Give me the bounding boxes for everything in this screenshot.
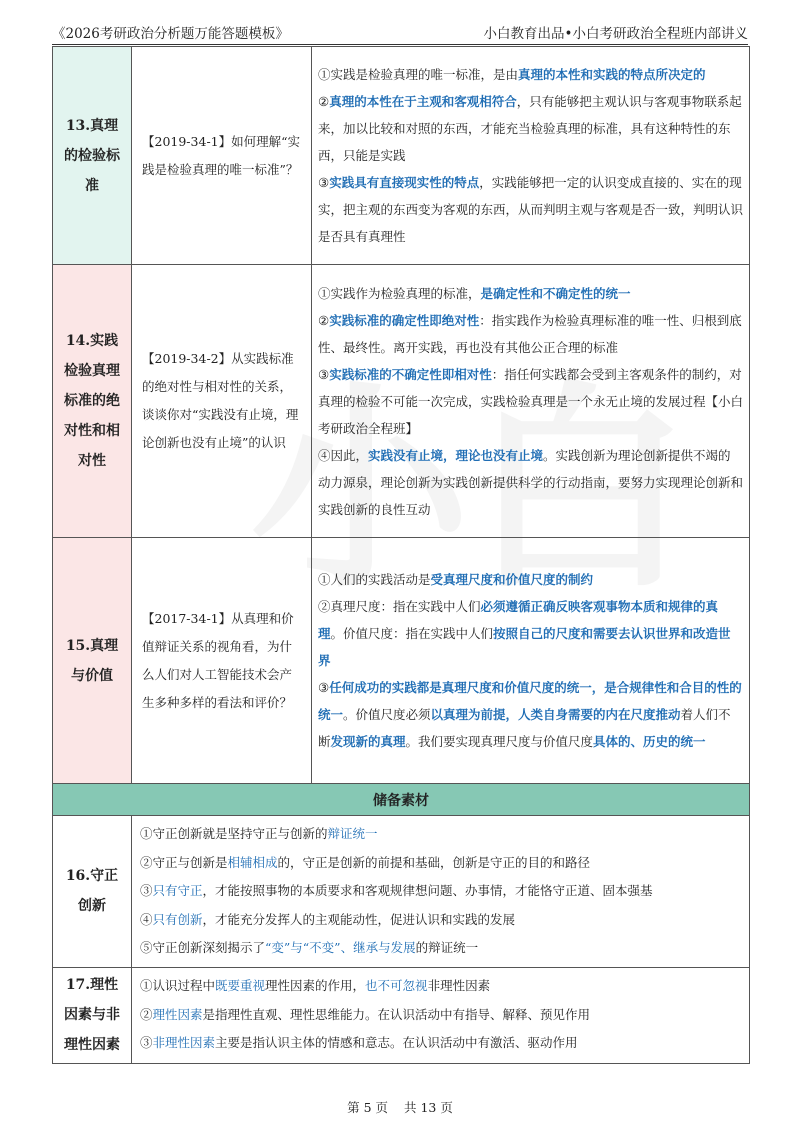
answer-point: [318, 169, 743, 250]
text: 。我们要实现真理尺度与价值尺度: [405, 734, 594, 749]
text: 着人们不断: [318, 707, 731, 749]
material-point: [140, 1001, 741, 1030]
text: ，才能按照事物的本质要求和客观规律想问题、办事情，才能恪守正道、固本强基: [202, 883, 653, 898]
text: ④因此，: [318, 447, 369, 463]
key-phrase: 只有创新: [152, 911, 203, 927]
answer-cell: [312, 47, 750, 265]
text: ②: [140, 1006, 153, 1022]
table-row: [53, 967, 750, 1063]
answer-cell: [312, 265, 750, 538]
material-point: [140, 877, 741, 906]
material-point: [140, 906, 741, 935]
text: ：指实践作为检验真理标准的唯一性、归根到底性、最终性。离开实践，再也没有其他公正合理的标准: [318, 312, 742, 355]
key-phrase: 真理的本性和实践的特点所决定的: [518, 67, 706, 82]
table-row: [53, 265, 750, 538]
question-text: 【2019-34-1】如何理解“实践是检验真理的唯一标准”？: [142, 133, 301, 177]
text: ③: [318, 680, 330, 695]
answer-point: [318, 442, 743, 523]
page-unit: 页: [375, 1100, 389, 1115]
topic-label: 16.守正创新: [65, 868, 119, 915]
key-phrase: 既要重视: [215, 978, 266, 994]
text: ，只有能够把主观认识与客观事物联系起来，加以比较和对照的东西，才能充当检验真理的标准，具有这种特性的东西，只能是实践: [318, 94, 742, 163]
text: ：指任何实践都会受到主客观条件的制约，对真理的检验不可能一次完成，实践检验真理是一个永无止境的发展过程【小白考研政治全程班】: [318, 366, 744, 436]
topic-cell: [53, 538, 132, 784]
material-point: [140, 820, 741, 849]
question-text: 【2019-34-2】从实践标准的绝对性与相对性的关系，谈谈你对“实践没有止境，理论创新也没有止境”的认识: [142, 351, 299, 450]
answer-cell: [312, 538, 750, 784]
text: 是指理性直观、理性思维能力。在认识活动中有指导、解释、预见作用: [202, 1006, 591, 1022]
text: ②: [318, 312, 330, 328]
text: ④: [140, 911, 153, 927]
content-table: [52, 46, 750, 1064]
key-phrase: 受真理尺度和价值尺度的制约: [430, 572, 594, 587]
text: ②: [318, 94, 330, 109]
topic-cell: [53, 967, 132, 1063]
key-phrase: 以真理为前提，人类自身需要的内在尺度推动: [430, 707, 681, 722]
key-phrase: 实践标准的确定性即绝对性: [329, 312, 480, 328]
topic-cell: [53, 47, 132, 265]
document-title: 《2026考研政治分析题万能答题模板》: [52, 26, 289, 42]
total-pages: 13: [420, 1100, 437, 1115]
text: ②守正与创新是: [140, 854, 228, 870]
material-cell: [132, 816, 750, 968]
text: ①守正创新就是坚持守正与创新的: [140, 826, 328, 841]
section-row: [53, 784, 750, 816]
answer-point: [318, 361, 743, 442]
table-row: [53, 47, 750, 265]
key-phrase: 实践标准的不确定性即相对性: [329, 366, 492, 382]
answer-point: [318, 307, 743, 361]
text: ③: [140, 1035, 153, 1051]
question-cell: [132, 265, 312, 538]
text: ③: [140, 883, 153, 898]
table-row: [53, 816, 750, 968]
total-label: 共: [403, 1100, 417, 1115]
key-phrase: 具体的、历史的统一: [593, 734, 706, 749]
answer-point: [318, 593, 743, 674]
material-point: [140, 849, 741, 878]
key-phrase: 发现新的真理: [330, 734, 406, 749]
key-phrase: “变”与“不变”、继承与发展: [265, 940, 416, 955]
question-cell: [132, 538, 312, 784]
text: ①实践作为检验真理的标准，: [318, 285, 481, 301]
text: 理性因素的作用，: [265, 978, 366, 994]
table-row: [53, 538, 750, 784]
text: 。价值尺度必须: [343, 707, 431, 722]
text: 。实践创新为理论创新提供不竭的动力源泉，理论创新为实践创新提供科学的行动指南，要努力实现理论创新和实践创新的良性互动: [318, 447, 744, 517]
answer-point: [318, 566, 743, 593]
answer-point: [318, 674, 743, 755]
page-label: 第: [347, 1100, 360, 1115]
publisher-label: 小白教育出品•小白考研政治全程班内部讲义: [483, 26, 748, 42]
topic-cell: [53, 816, 132, 968]
text: 的辩证统一: [415, 940, 479, 955]
text: ③: [318, 366, 330, 382]
page-number: 5: [363, 1100, 372, 1115]
key-phrase: 辩证统一: [327, 826, 378, 841]
topic-label: 14.实践检验真理标准的绝对性和相对性: [64, 333, 120, 469]
topic-label: 13.真理的检验标准: [64, 117, 120, 194]
page-header: [52, 22, 748, 45]
page-footer: [0, 1098, 800, 1116]
text: ①人们的实践活动是: [318, 572, 431, 587]
key-phrase: 按照自己的尺度和需要去认识世界和改造世界: [318, 626, 731, 668]
key-phrase: 理性因素: [152, 1006, 203, 1022]
key-phrase: 是确定性和不确定性的统一: [480, 285, 631, 301]
text: ①认识过程中: [140, 978, 216, 994]
text: ⑤守正创新深刻揭示了: [140, 940, 266, 955]
key-phrase: 必须遵循正确反映客观事物本质和规律的真理: [318, 599, 719, 641]
answer-point: [318, 61, 743, 88]
key-phrase: 真理的本性在于主观和客观相符合: [329, 94, 517, 109]
text: ，才能充分发挥人的主观能动性，促进认识和实践的发展: [202, 911, 516, 927]
key-phrase: 相辅相成: [227, 854, 278, 870]
answer-point: [318, 280, 743, 307]
key-phrase: 任何成功的实践都是真理尺度和价值尺度的统一，是合规律性和合目的性的统一: [318, 680, 742, 722]
question-text: 【2017-34-1】从真理和价值辩证关系的视角看，为什么人们对人工智能技术会产生多种多样的看法和评价？: [142, 610, 294, 710]
text: ②真理尺度：指在实践中人们: [318, 599, 481, 614]
text: 主要是指认识主体的情感和意志。在认识活动中有激活、驱动作用: [215, 1035, 578, 1051]
topic-cell: [53, 265, 132, 538]
text: ③: [318, 175, 330, 190]
material-point: [140, 1029, 741, 1058]
material-cell: [132, 967, 750, 1063]
key-phrase: 也不可忽视: [365, 978, 428, 994]
key-phrase: 只有守正: [152, 883, 203, 898]
section-title: 储备素材: [53, 784, 750, 816]
text: 非理性因素: [427, 978, 491, 994]
text: ①实践是检验真理的唯一标准，是由: [318, 67, 519, 82]
topic-label: 15.真理与价值: [65, 637, 119, 684]
total-unit: 页: [440, 1100, 453, 1115]
topic-label: 17.理性因素与非理性因素: [64, 977, 120, 1053]
question-cell: [132, 47, 312, 265]
material-point: [140, 934, 741, 963]
key-phrase: 实践没有止境，理论也没有止境: [368, 447, 544, 463]
key-phrase: 非理性因素: [152, 1035, 216, 1051]
text: ，实践能够把一定的认识变成直接的、实在的现实，把主观的东西变为客观的东西，从而判明主观与客观是否一致，判明认识是否具有真理性: [318, 175, 744, 244]
material-point: [140, 972, 741, 1001]
key-phrase: 实践具有直接现实性的特点: [329, 175, 480, 190]
text: 。价值尺度：指在实践中人们: [330, 626, 494, 641]
answer-point: [318, 88, 743, 169]
text: 的，守正是创新的前提和基础，创新是守正的目的和路径: [277, 854, 591, 870]
